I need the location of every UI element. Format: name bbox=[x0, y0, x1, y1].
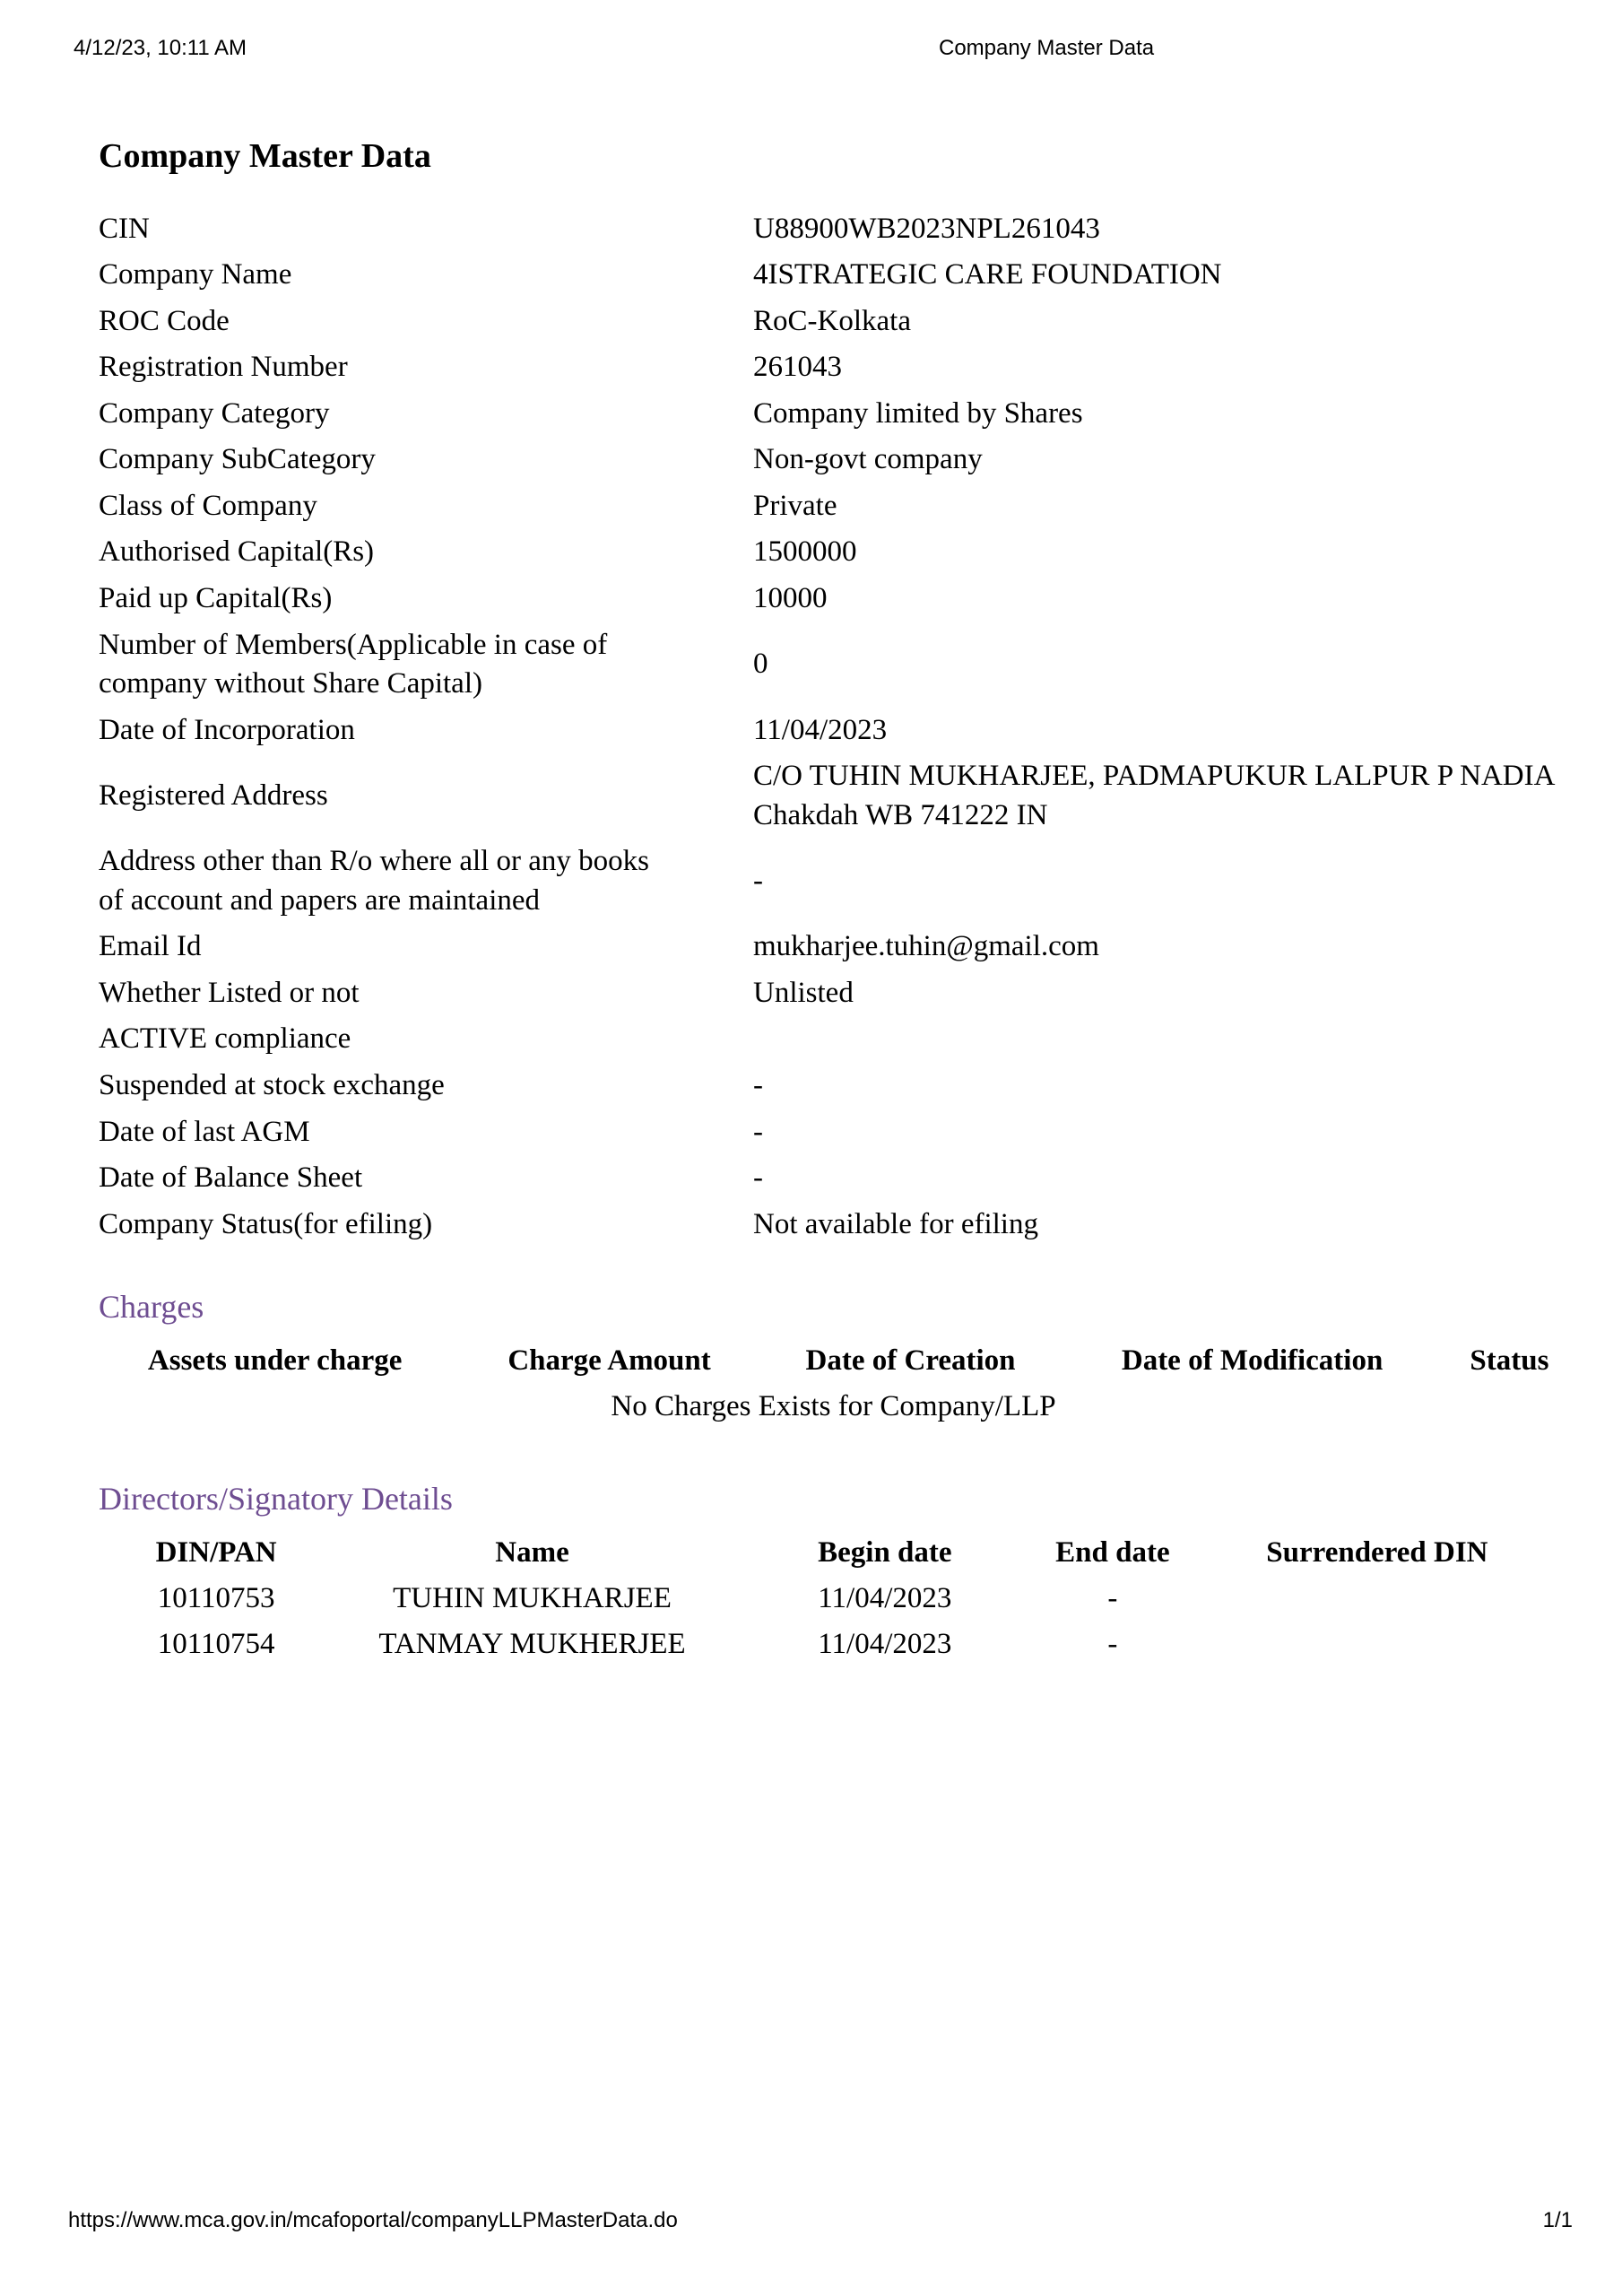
row-value: Unlisted bbox=[753, 976, 854, 1009]
row-label: Number of Members(Applicable in case of company without Share Capital) bbox=[99, 628, 608, 700]
row-label: Authorised Capital(Rs) bbox=[99, 535, 375, 569]
column-header-name: Name bbox=[495, 1535, 569, 1569]
directors-header-row bbox=[99, 1530, 1568, 1576]
director-surrendered-din bbox=[1186, 1622, 1568, 1667]
row-label: ROC Code bbox=[99, 304, 230, 337]
director-begin-date: 11/04/2023 bbox=[818, 1628, 952, 1661]
row-value: - bbox=[753, 1161, 763, 1195]
row-label: Whether Listed or not bbox=[99, 976, 360, 1009]
row-value: 261043 bbox=[753, 351, 842, 384]
row-label: Class of Company bbox=[99, 489, 317, 522]
master-data-row bbox=[99, 970, 1568, 1017]
directors-heading: Directors/Signatory Details bbox=[99, 1480, 453, 1517]
print-header-title: Company Master Data bbox=[939, 36, 1155, 60]
row-label: Email Id bbox=[99, 930, 202, 963]
master-data-row bbox=[99, 924, 1568, 970]
director-row bbox=[99, 1622, 1568, 1667]
row-value: 10000 bbox=[753, 581, 828, 614]
director-name: TUHIN MUKHARJEE bbox=[393, 1581, 672, 1614]
row-value: - bbox=[753, 865, 763, 898]
column-header-begin-date: Begin date bbox=[818, 1535, 952, 1569]
master-data-row bbox=[99, 576, 1568, 622]
row-label: Registered Address bbox=[99, 778, 328, 812]
directors-table bbox=[99, 1530, 1568, 1668]
row-value: Non-govt company bbox=[753, 443, 983, 476]
row-value: 1500000 bbox=[753, 535, 857, 569]
director-surrendered-din bbox=[1186, 1576, 1568, 1622]
column-header-assets: Assets under charge bbox=[147, 1344, 403, 1378]
row-label: Company Status(for efiling) bbox=[99, 1207, 433, 1240]
print-footer bbox=[68, 2208, 1573, 2233]
director-begin-date: 11/04/2023 bbox=[818, 1581, 952, 1614]
row-label: Date of Incorporation bbox=[99, 713, 355, 746]
charges-header-row bbox=[99, 1338, 1568, 1384]
footer-page-number: 1/1 bbox=[1542, 2208, 1573, 2232]
row-value: 4ISTRATEGIC CARE FOUNDATION bbox=[753, 258, 1222, 291]
row-value: Not available for efiling bbox=[753, 1207, 1038, 1240]
master-data-row bbox=[99, 1109, 1568, 1156]
row-label: Registration Number bbox=[99, 351, 348, 384]
charges-heading: Charges bbox=[99, 1289, 204, 1326]
master-data-row bbox=[99, 529, 1568, 576]
row-label: Address other than R/o where all or any books of account and papers are maintained bbox=[99, 845, 650, 917]
row-value: 11/04/2023 bbox=[753, 713, 888, 746]
director-name: TANMAY MUKHERJEE bbox=[378, 1628, 686, 1661]
no-charges-message: No Charges Exists for Company/LLP bbox=[611, 1390, 1056, 1423]
print-header bbox=[74, 36, 1573, 66]
master-data-row bbox=[99, 437, 1568, 483]
master-data-row bbox=[99, 753, 1568, 839]
row-label: Date of Balance Sheet bbox=[99, 1161, 363, 1195]
page-title: Company Master Data bbox=[99, 137, 431, 175]
row-value: C/O TUHIN MUKHARJEE, PADMAPUKUR LALPUR P NADIA Chakdah WB 741222 IN bbox=[753, 760, 1554, 831]
row-value: - bbox=[753, 1068, 763, 1101]
master-data-row bbox=[99, 252, 1568, 299]
director-row bbox=[99, 1576, 1568, 1622]
master-data-row bbox=[99, 1155, 1568, 1202]
row-label: Company SubCategory bbox=[99, 443, 376, 476]
row-value: RoC-Kolkata bbox=[753, 304, 911, 337]
column-header-date-creation: Date of Creation bbox=[805, 1344, 1016, 1378]
footer-url: https://www.mca.gov.in/mcafoportal/companyLLPMasterData.do bbox=[68, 2208, 678, 2232]
director-din: 10110754 bbox=[157, 1628, 275, 1661]
master-data-row bbox=[99, 344, 1568, 391]
row-value: 0 bbox=[753, 648, 768, 681]
column-header-status: Status bbox=[1470, 1344, 1549, 1378]
column-header-din-pan: DIN/PAN bbox=[155, 1535, 277, 1569]
master-data-row bbox=[99, 1202, 1568, 1248]
row-value: Private bbox=[753, 489, 837, 522]
master-data-table bbox=[99, 206, 1568, 1248]
print-datetime: 4/12/23, 10:11 AM bbox=[74, 36, 247, 60]
director-end-date: - bbox=[1107, 1581, 1118, 1614]
director-end-date: - bbox=[1107, 1628, 1118, 1661]
column-header-surrendered-din: Surrendered DIN bbox=[1266, 1535, 1488, 1569]
row-value: mukharjee.tuhin@gmail.com bbox=[753, 930, 1099, 963]
master-data-row bbox=[99, 483, 1568, 530]
row-label: ACTIVE compliance bbox=[99, 1022, 351, 1056]
row-label: Company Category bbox=[99, 396, 330, 430]
master-data-row bbox=[99, 1016, 1568, 1063]
column-header-date-modification: Date of Modification bbox=[1121, 1344, 1383, 1378]
row-label: CIN bbox=[99, 212, 150, 245]
master-data-row bbox=[99, 391, 1568, 438]
charges-empty-row bbox=[99, 1384, 1568, 1430]
column-header-charge-amount: Charge Amount bbox=[507, 1344, 711, 1378]
master-data-row bbox=[99, 839, 1568, 924]
director-din: 10110753 bbox=[157, 1581, 275, 1614]
row-value: U88900WB2023NPL261043 bbox=[753, 212, 1100, 245]
column-header-end-date: End date bbox=[1055, 1535, 1170, 1569]
row-label: Paid up Capital(Rs) bbox=[99, 581, 333, 614]
row-value: Company limited by Shares bbox=[753, 396, 1083, 430]
master-data-row bbox=[99, 708, 1568, 754]
row-label: Company Name bbox=[99, 258, 292, 291]
row-value: - bbox=[753, 1115, 763, 1148]
master-data-row bbox=[99, 622, 1568, 708]
master-data-row bbox=[99, 299, 1568, 345]
charges-table bbox=[99, 1338, 1568, 1431]
row-value bbox=[753, 1016, 1568, 1063]
row-label: Suspended at stock exchange bbox=[99, 1068, 445, 1101]
master-data-row bbox=[99, 1063, 1568, 1109]
row-label: Date of last AGM bbox=[99, 1115, 310, 1148]
master-data-row bbox=[99, 206, 1568, 253]
